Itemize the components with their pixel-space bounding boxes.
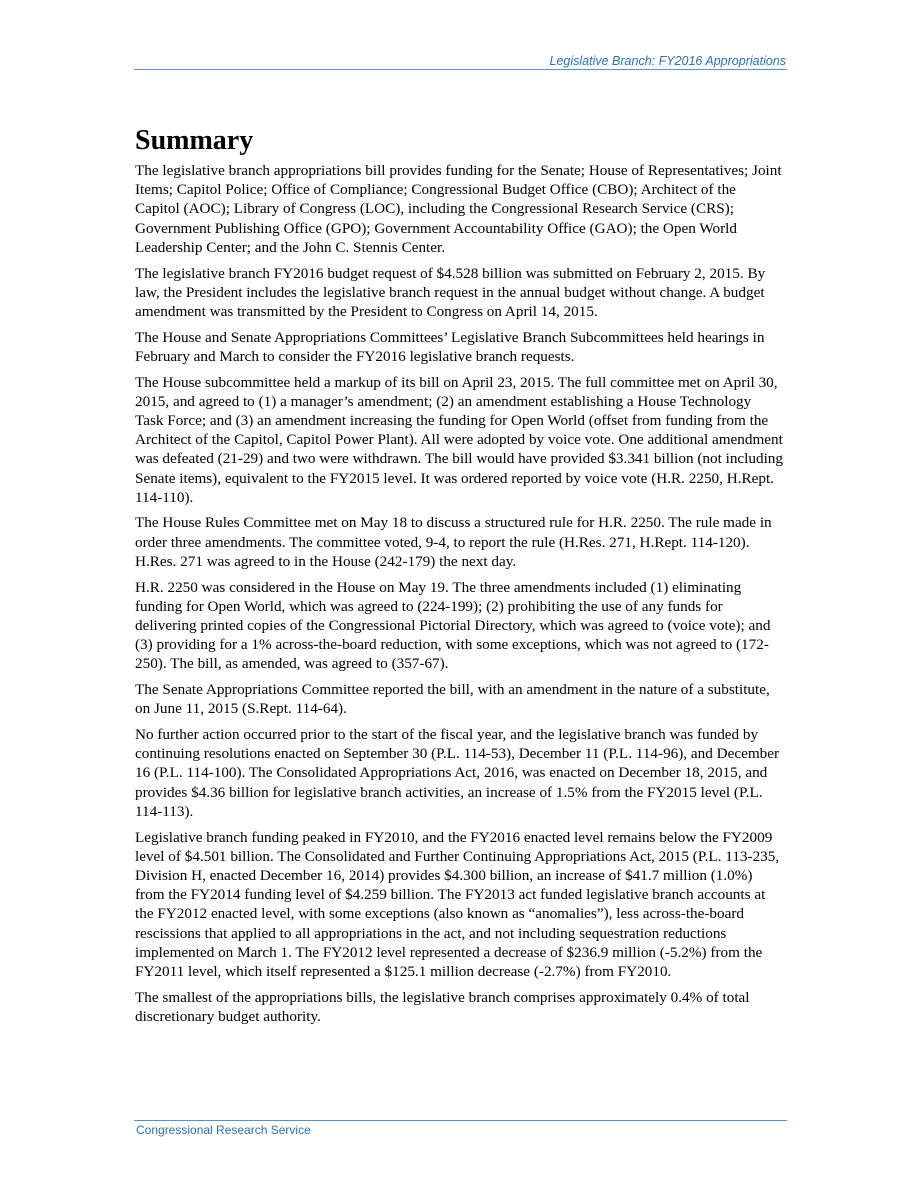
- paragraph-continuing-resolutions: No further action occurred prior to the start of the fiscal year, and the legislative branch was funded by continuing resolutions enacted on September 30 (P.L. 114-53), December 11 (P.L. 114-96), and December 16 (P.L. 114-100). The Consolidated Appropriations Act, 2016, was enacted on December 18, 2015, and provides $4.36 billion for legislative branch activities, an increase of 1.5% from the FY2015 level (P.L. 114-113).: [135, 725, 780, 820]
- paragraph-rules-committee: The House Rules Committee met on May 18 to discuss a structured rule for H.R. 2250. The rule made in order three amendments. The committee voted, 9-4, to report the rule (H.Res. 271, H.Rept. 114-120). H.Res. 271 was agreed to in the House (242-179) the next day.: [135, 514, 772, 570]
- paragraph-house-floor: H.R. 2250 was considered in the House on May 19. The three amendments included (1) eliminating funding for Open World, which was agreed to (224-199); (2) prohibiting the use of any funds for delivering printed copies of the Congressional Pictorial Directory, which was agreed to (voice vote); and (3) providing for a 1% across-the-board reduction, with some exceptions, which was not agreed to (172-250). The bill, as amended, was agreed to (357-67).: [135, 578, 771, 673]
- paragraph-funding-scope: The legislative branch appropriations bill provides funding for the Senate; House of Representatives; Joint Items; Capitol Police; Office of Compliance; Congressional Budget Office (CBO); Architect of the Capitol (AOC); Library of Congress (LOC), including the Congressional Research Service (CRS); Government Publishing Office (GPO); Government Accountability Office (GAO); the Open World Leadership Center; and the John C. Stennis Center.: [135, 162, 782, 256]
- header-divider: [134, 69, 787, 70]
- section-title: Summary: [135, 125, 254, 156]
- paragraph-funding-history: Legislative branch funding peaked in FY2010, and the FY2016 enacted level remains below the FY2009 level of $4.501 billion. The Consolidated and Further Continuing Appropriations Act, 2015 (P.L. 113-235, Division H, enacted December 16, 2014) provides $4.300 billion, an increase of $41.7 million (1.0%) from the FY2014 funding level of $4.259 billion. The FY2013 act funded legislative branch accounts at the FY2012 enacted level, with some exceptions (also known as “anomalies”), less across-the-board rescissions that applied to all appropriations in the act, and not including sequestration reductions implemented on March 1. The FY2012 level represented a decrease of $236.9 million (-5.2%) from the FY2011 level, which itself represented a $125.1 million decrease (-2.7%) from FY2010.: [135, 828, 780, 980]
- running-header-title: Legislative Branch: FY2016 Appropriations: [549, 54, 786, 68]
- paragraph-senate-committee: The Senate Appropriations Committee reported the bill, with an amendment in the nature of a substitute, on June 11, 2015 (S.Rept. 114-64).: [135, 681, 770, 718]
- footer-divider: [134, 1120, 787, 1121]
- paragraph-hearings: The House and Senate Appropriations Committees’ Legislative Branch Subcommittees held hearings in February and March to consider the FY2016 legislative branch requests.: [135, 328, 765, 365]
- summary-section: [135, 124, 783, 1033]
- footer-publisher: Congressional Research Service: [136, 1123, 311, 1137]
- paragraph-house-markup: The House subcommittee held a markup of its bill on April 23, 2015. The full committee met on April 30, 2015, and agreed to (1) a manager’s amendment; (2) an amendment establishing a House Technology Task Force; and (3) an amendment increasing the funding for Open World (offset from funding from the Architect of the Capitol, Capitol Power Plant). All were adopted by voice vote. One additional amendment was defeated (21-29) and two were withdrawn. The bill would have provided $3.341 billion (not including Senate items), equivalent to the FY2015 level. It was ordered reported by voice vote (H.R. 2250, H.Rept. 114-110).: [135, 373, 783, 506]
- paragraph-budget-share: The smallest of the appropriations bills, the legislative branch comprises approximately 0.4% of total discretionary budget authority.: [135, 988, 750, 1025]
- paragraph-budget-request: The legislative branch FY2016 budget request of $4.528 billion was submitted on February 2, 2015. By law, the President includes the legislative branch request in the annual budget without change. A budget amendment was transmitted by the President to Congress on April 14, 2015.: [135, 264, 766, 320]
